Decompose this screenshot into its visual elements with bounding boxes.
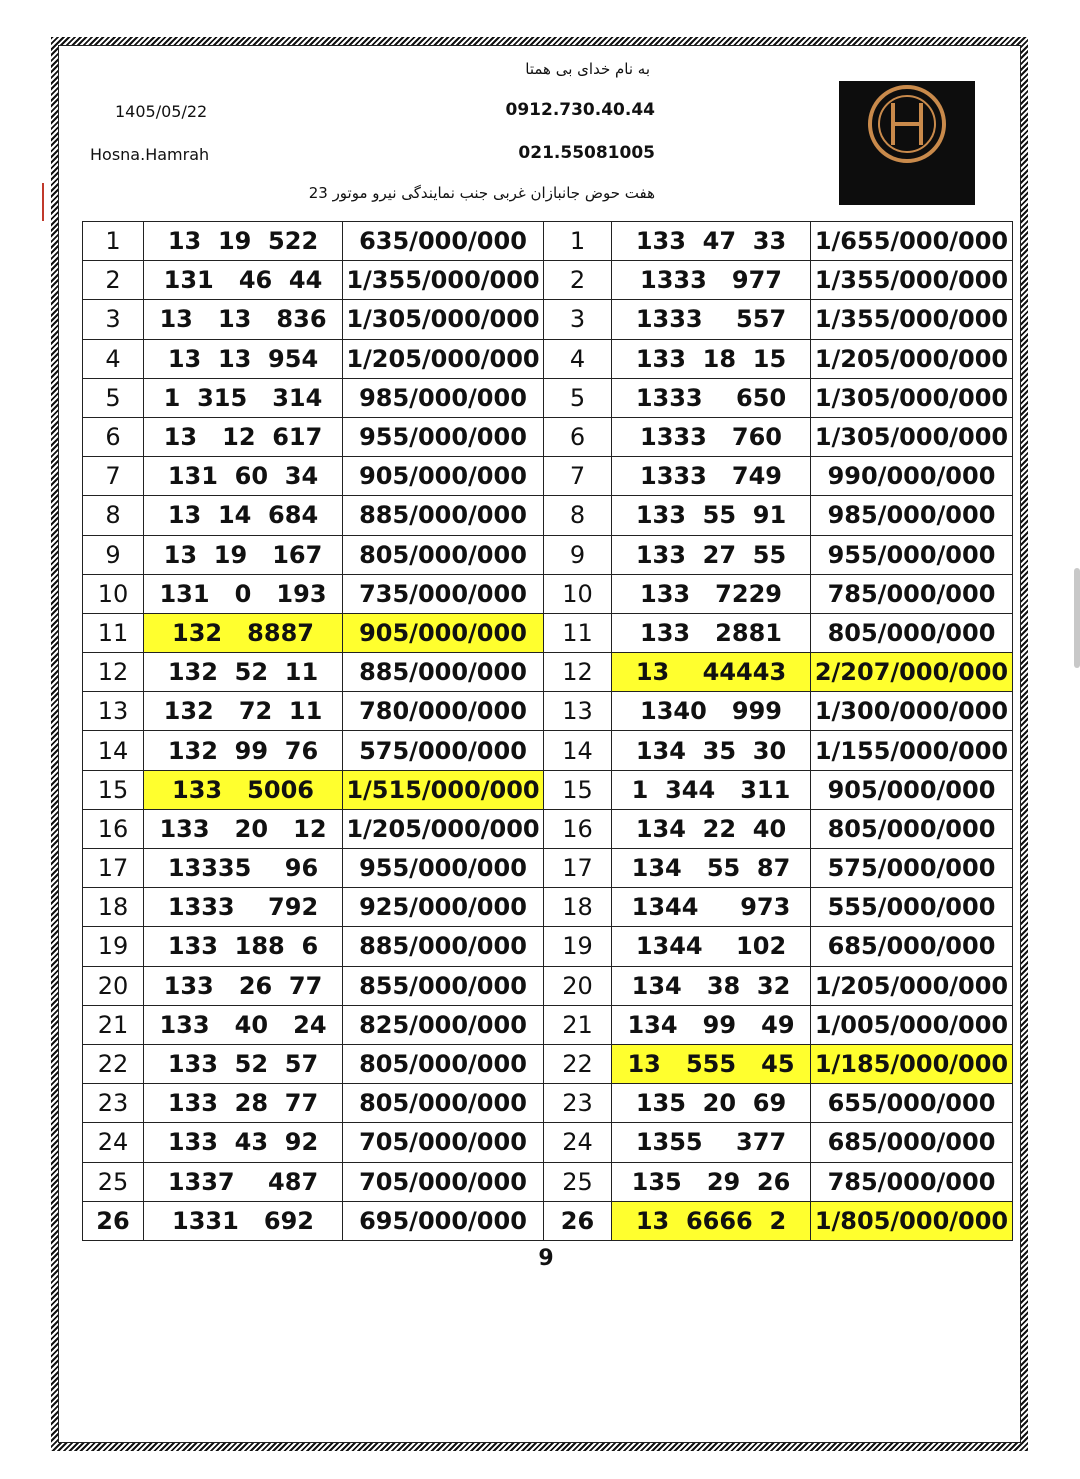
right-price-cell: 1/205/000/000 [811,966,1013,1005]
right-row-number-cell: 19 [544,927,612,966]
right-phone-code-cell: 13 555 45 [612,1044,811,1083]
left-price-cell: 705/000/000 [343,1162,544,1201]
right-phone-code-cell: 1340 999 [612,692,811,731]
right-price-cell: 685/000/000 [811,1123,1013,1162]
left-price-cell: 955/000/000 [343,849,544,888]
left-row-number-cell: 1 [83,222,144,261]
right-row-number-cell: 1 [544,222,612,261]
right-price-cell: 805/000/000 [811,809,1013,848]
right-row-number-cell: 13 [544,692,612,731]
right-phone-code-cell: 133 47 33 [612,222,811,261]
table-row [83,809,1013,848]
basmala-heading: به نام خدای بی همتا [525,60,650,78]
left-price-cell: 825/000/000 [343,1005,544,1044]
table-row [83,1044,1013,1083]
table-row [83,1005,1013,1044]
right-row-number-cell: 9 [544,535,612,574]
right-price-cell: 985/000/000 [811,496,1013,535]
right-price-cell: 2/207/000/000 [811,653,1013,692]
left-phone-code-cell: 132 8887 [144,613,343,652]
left-row-number-cell: 15 [83,770,144,809]
right-price-cell: 1/305/000/000 [811,378,1013,417]
right-row-number-cell: 15 [544,770,612,809]
table-row [83,339,1013,378]
right-row-number-cell: 10 [544,574,612,613]
left-row-number-cell: 23 [83,1084,144,1123]
margin-mark [42,183,44,221]
table-row [83,613,1013,652]
right-row-number-cell: 8 [544,496,612,535]
right-price-cell: 805/000/000 [811,613,1013,652]
right-price-cell: 990/000/000 [811,457,1013,496]
left-phone-code-cell: 13 12 617 [144,417,343,456]
left-phone-code-cell: 132 72 11 [144,692,343,731]
document-date: 1405/05/22 [115,102,208,121]
right-row-number-cell: 22 [544,1044,612,1083]
right-price-cell: 1/155/000/000 [811,731,1013,770]
table-row [83,574,1013,613]
right-phone-code-cell: 13 6666 2 [612,1201,811,1240]
right-phone-code-cell: 1333 650 [612,378,811,417]
right-row-number-cell: 12 [544,653,612,692]
left-phone-code-cell: 1331 692 [144,1201,343,1240]
right-phone-code-cell: 1344 102 [612,927,811,966]
left-phone-code-cell: 1 315 314 [144,378,343,417]
left-phone-code-cell: 1333 792 [144,888,343,927]
right-row-number-cell: 26 [544,1201,612,1240]
left-phone-code-cell: 13 13 836 [144,300,343,339]
right-phone-code-cell: 133 55 91 [612,496,811,535]
right-row-number-cell: 21 [544,1005,612,1044]
left-row-number-cell: 24 [83,1123,144,1162]
left-phone-code-cell: 1337 487 [144,1162,343,1201]
right-price-cell: 1/355/000/000 [811,300,1013,339]
right-price-cell: 1/185/000/000 [811,1044,1013,1083]
table-row [83,731,1013,770]
right-price-cell: 785/000/000 [811,574,1013,613]
left-row-number-cell: 5 [83,378,144,417]
left-price-cell: 1/355/000/000 [343,261,544,300]
left-phone-code-cell: 13 19 167 [144,535,343,574]
right-phone-code-cell: 1344 973 [612,888,811,927]
right-price-cell: 555/000/000 [811,888,1013,927]
right-price-cell: 1/805/000/000 [811,1201,1013,1240]
left-row-number-cell: 18 [83,888,144,927]
right-row-number-cell: 5 [544,378,612,417]
right-phone-code-cell: 1333 749 [612,457,811,496]
left-price-cell: 885/000/000 [343,496,544,535]
left-row-number-cell: 16 [83,809,144,848]
right-price-cell: 575/000/000 [811,849,1013,888]
left-phone-code-cell: 133 5006 [144,770,343,809]
left-price-cell: 1/515/000/000 [343,770,544,809]
right-price-cell: 905/000/000 [811,770,1013,809]
left-price-cell: 635/000/000 [343,222,544,261]
table-row [83,1123,1013,1162]
left-price-cell: 925/000/000 [343,888,544,927]
table-row [83,770,1013,809]
table-row [83,888,1013,927]
left-row-number-cell: 12 [83,653,144,692]
table-row [83,1084,1013,1123]
left-phone-code-cell: 13335 96 [144,849,343,888]
left-price-cell: 955/000/000 [343,417,544,456]
right-phone-code-cell: 1333 977 [612,261,811,300]
left-row-number-cell: 20 [83,966,144,1005]
number-price-table [82,221,1013,1241]
left-phone-code-cell: 131 46 44 [144,261,343,300]
left-price-cell: 805/000/000 [343,1044,544,1083]
right-row-number-cell: 3 [544,300,612,339]
table-row [83,849,1013,888]
left-price-cell: 905/000/000 [343,613,544,652]
left-row-number-cell: 19 [83,927,144,966]
left-row-number-cell: 22 [83,1044,144,1083]
right-price-cell: 1/655/000/000 [811,222,1013,261]
left-row-number-cell: 7 [83,457,144,496]
table-row [83,378,1013,417]
right-row-number-cell: 4 [544,339,612,378]
right-row-number-cell: 23 [544,1084,612,1123]
right-row-number-cell: 6 [544,417,612,456]
left-row-number-cell: 2 [83,261,144,300]
address-line: هفت حوض جانبازان غربی جنب نمایندگی نیرو موتور 23 [308,184,655,202]
right-price-cell: 685/000/000 [811,927,1013,966]
left-price-cell: 695/000/000 [343,1201,544,1240]
landline-phone-number: 021.55081005 [518,143,655,163]
left-phone-code-cell: 131 60 34 [144,457,343,496]
table-row [83,1162,1013,1201]
right-phone-code-cell: 1333 557 [612,300,811,339]
right-price-cell: 955/000/000 [811,535,1013,574]
right-row-number-cell: 17 [544,849,612,888]
table-row [83,496,1013,535]
right-row-number-cell: 16 [544,809,612,848]
left-phone-code-cell: 132 99 76 [144,731,343,770]
left-price-cell: 1/205/000/000 [343,809,544,848]
right-price-cell: 1/300/000/000 [811,692,1013,731]
left-row-number-cell: 14 [83,731,144,770]
left-phone-code-cell: 132 52 11 [144,653,343,692]
right-phone-code-cell: 134 99 49 [612,1005,811,1044]
right-row-number-cell: 25 [544,1162,612,1201]
right-price-cell: 1/205/000/000 [811,339,1013,378]
left-price-cell: 855/000/000 [343,966,544,1005]
right-row-number-cell: 20 [544,966,612,1005]
page-number: 9 [538,1246,554,1271]
right-row-number-cell: 7 [544,457,612,496]
right-price-cell: 1/305/000/000 [811,417,1013,456]
left-row-number-cell: 10 [83,574,144,613]
scrollbar-thumb[interactable] [1074,568,1080,668]
right-price-cell: 655/000/000 [811,1084,1013,1123]
right-phone-code-cell: 133 18 15 [612,339,811,378]
table-row [83,653,1013,692]
right-phone-code-cell: 133 2881 [612,613,811,652]
table-row [83,1201,1013,1240]
table-row [83,927,1013,966]
left-price-cell: 805/000/000 [343,535,544,574]
left-phone-code-cell: 133 52 57 [144,1044,343,1083]
left-phone-code-cell: 131 0 193 [144,574,343,613]
left-price-cell: 985/000/000 [343,378,544,417]
left-phone-code-cell: 13 19 522 [144,222,343,261]
left-price-cell: 885/000/000 [343,653,544,692]
right-phone-code-cell: 135 20 69 [612,1084,811,1123]
left-price-cell: 575/000/000 [343,731,544,770]
left-row-number-cell: 4 [83,339,144,378]
mobile-phone-number: 0912.730.40.44 [505,100,655,120]
left-price-cell: 1/205/000/000 [343,339,544,378]
table-row [83,417,1013,456]
left-row-number-cell: 17 [83,849,144,888]
right-phone-code-cell: 133 7229 [612,574,811,613]
left-price-cell: 885/000/000 [343,927,544,966]
left-price-cell: 735/000/000 [343,574,544,613]
left-row-number-cell: 3 [83,300,144,339]
left-price-cell: 1/305/000/000 [343,300,544,339]
table-row [83,966,1013,1005]
left-row-number-cell: 26 [83,1201,144,1240]
right-phone-code-cell: 135 29 26 [612,1162,811,1201]
left-phone-code-cell: 13 14 684 [144,496,343,535]
left-price-cell: 780/000/000 [343,692,544,731]
right-phone-code-cell: 134 55 87 [612,849,811,888]
right-phone-code-cell: 1355 377 [612,1123,811,1162]
logo-emblem-icon [839,81,975,205]
left-phone-code-cell: 133 28 77 [144,1084,343,1123]
table-row [83,457,1013,496]
right-row-number-cell: 11 [544,613,612,652]
left-row-number-cell: 13 [83,692,144,731]
left-price-cell: 905/000/000 [343,457,544,496]
table-row [83,222,1013,261]
right-phone-code-cell: 134 35 30 [612,731,811,770]
left-row-number-cell: 8 [83,496,144,535]
right-phone-code-cell: 13 44443 [612,653,811,692]
right-price-cell: 1/005/000/000 [811,1005,1013,1044]
right-row-number-cell: 14 [544,731,612,770]
left-row-number-cell: 6 [83,417,144,456]
hosna-hamrah-logo [839,81,975,205]
left-phone-code-cell: 133 40 24 [144,1005,343,1044]
left-phone-code-cell: 133 26 77 [144,966,343,1005]
right-phone-code-cell: 133 27 55 [612,535,811,574]
left-row-number-cell: 25 [83,1162,144,1201]
left-phone-code-cell: 133 20 12 [144,809,343,848]
right-phone-code-cell: 134 22 40 [612,809,811,848]
right-phone-code-cell: 1333 760 [612,417,811,456]
table-row [83,535,1013,574]
left-row-number-cell: 11 [83,613,144,652]
table-row [83,692,1013,731]
right-phone-code-cell: 134 38 32 [612,966,811,1005]
left-phone-code-cell: 13 13 954 [144,339,343,378]
right-price-cell: 785/000/000 [811,1162,1013,1201]
right-row-number-cell: 24 [544,1123,612,1162]
left-price-cell: 705/000/000 [343,1123,544,1162]
table-row [83,300,1013,339]
left-row-number-cell: 9 [83,535,144,574]
right-row-number-cell: 18 [544,888,612,927]
left-row-number-cell: 21 [83,1005,144,1044]
right-row-number-cell: 2 [544,261,612,300]
right-price-cell: 1/355/000/000 [811,261,1013,300]
right-phone-code-cell: 1 344 311 [612,770,811,809]
left-price-cell: 805/000/000 [343,1084,544,1123]
left-phone-code-cell: 133 188 6 [144,927,343,966]
table-row [83,261,1013,300]
left-phone-code-cell: 133 43 92 [144,1123,343,1162]
brand-name: Hosna.Hamrah [90,145,210,164]
